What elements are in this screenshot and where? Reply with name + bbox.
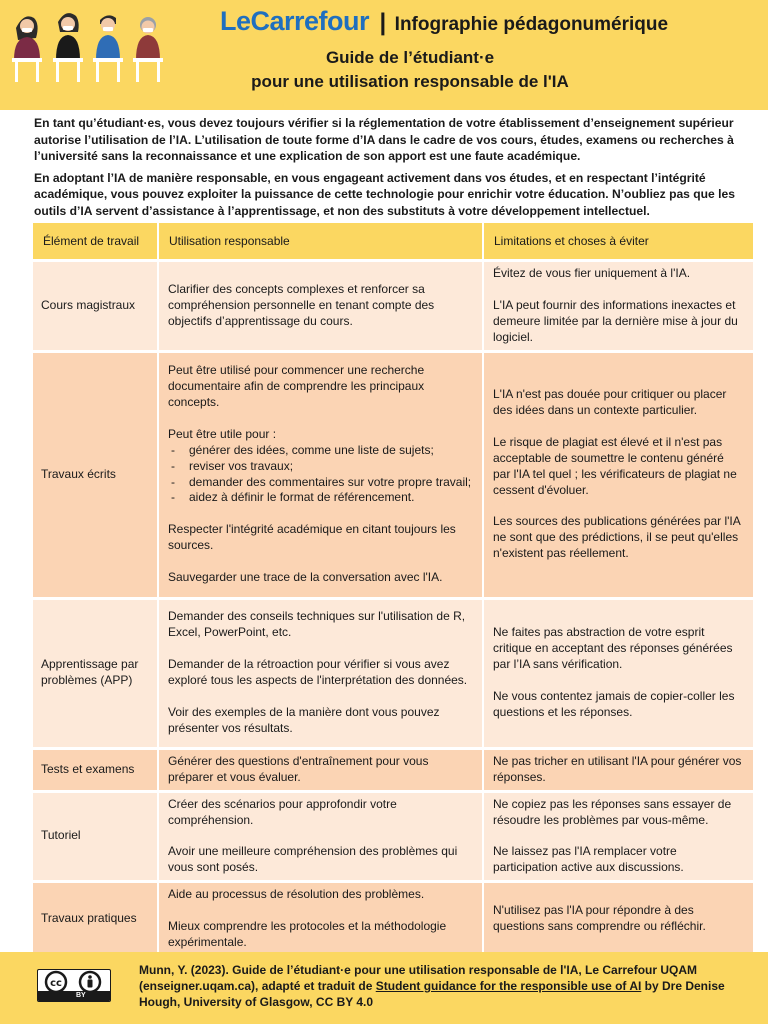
guidance-table-wrap bbox=[33, 223, 753, 955]
limit-text: Ne laissez pas l'IA remplacer votre participation active aux discussions. bbox=[493, 844, 684, 875]
brand-subtitle: Infographie pédagonumérique bbox=[394, 14, 669, 35]
use-bullet-list bbox=[168, 443, 473, 507]
limit-text: L'IA peut fournir des informations inexactes et demeure limitée par la dernière mise à jour du logiciel. bbox=[493, 297, 738, 344]
column-header-element: Élément de travail bbox=[33, 223, 159, 259]
table-header-row bbox=[33, 223, 753, 259]
citation-part-1: Munn, Y. (2023). Guide de l’étudiant·e pour une utilisation responsable de l'IA, Le Carrefour UQAM (enseigner.uqam.ca), adapté et traduit de bbox=[139, 963, 698, 994]
limit-text: Ne pas tricher en utilisant l'IA pour générer vos réponses. bbox=[493, 753, 742, 784]
title-line-1: Guide de l’étudiant·e bbox=[325, 48, 495, 67]
row-category: Tutoriel bbox=[33, 790, 159, 881]
limit-text: Les sources des publications générées par l'IA ne sont que des prédictions, il se peut qu'elles n'existent pas réellement. bbox=[493, 514, 741, 561]
column-header-limitations: Limitations et choses à éviter bbox=[484, 223, 753, 259]
row-category: Travaux pratiques bbox=[33, 880, 159, 955]
use-text: Créer des scénarios pour approfondir votre compréhension. bbox=[168, 796, 397, 827]
list-item: - aidez à définir le format de référencement. bbox=[168, 490, 473, 506]
table-row bbox=[33, 880, 753, 955]
limit-text: Ne vous contentez jamais de copier-coller les questions et les réponses. bbox=[493, 689, 735, 719]
brand-logo-le: Le bbox=[220, 6, 251, 36]
table-row bbox=[33, 597, 753, 747]
limit-text: Le risque de plagiat est élevé et il n'est pas acceptable de soumettre le contenu généré par l'IA tel quel ; les vérificateurs de plagiat ne cessent d'évoluer. bbox=[493, 434, 737, 497]
limit-text: N'utilisez pas l'IA pour répondre à des questions sans comprendre ou réfléchir. bbox=[493, 903, 706, 934]
intro-paragraph: En adoptant l’IA de manière responsable, en vous engageant activement dans vos études, et en respectant l’intégrité académique, vous pouvez exploiter la puissance de cette technologie pour enrichir votre éducation. N’oubliez pas que les outils d’IA servent d’assistance à l’apprentissage, et non des substituts à votre développement intellectuel. bbox=[34, 170, 735, 218]
row-category: Apprentissage par problèmes (APP) bbox=[33, 597, 159, 747]
responsible-use-cell bbox=[159, 790, 484, 881]
limitations-cell bbox=[484, 880, 753, 955]
responsible-use-cell bbox=[159, 350, 484, 597]
limit-text: Ne faites pas abstraction de votre esprit critique en acceptant des réponses générées par l’IA sans vérification. bbox=[493, 625, 733, 672]
use-text: Peut être utilisé pour commencer une recherche documentaire afin de comprendre les principaux concepts. bbox=[168, 363, 425, 409]
source-guidance-link[interactable]: Student guidance for the responsible use of AI bbox=[375, 979, 642, 994]
responsible-use-cell bbox=[159, 880, 484, 955]
limit-text: L'IA n'est pas douée pour critiquer ou placer des idées dans un contexte particulier. bbox=[493, 387, 727, 417]
use-text: Respecter l'intégrité académique en citant toujours les sources. bbox=[168, 522, 456, 553]
limitations-cell bbox=[484, 747, 753, 790]
row-category: Travaux écrits bbox=[33, 350, 159, 597]
table-row bbox=[33, 350, 753, 597]
limitations-cell bbox=[484, 350, 753, 597]
use-text: Mieux comprendre les protocoles et la méthodologie expérimentale. bbox=[168, 919, 447, 950]
limit-text: Ne copiez pas les réponses sans essayer de résoudre les problèmes par vous-même. bbox=[493, 796, 732, 827]
citation-text bbox=[139, 962, 739, 1011]
responsible-use-cell bbox=[159, 597, 484, 747]
intro-text bbox=[34, 115, 750, 224]
cc-by-label: BY bbox=[76, 992, 86, 999]
use-text: Avoir une meilleure compréhension des problèmes qui vous sont posés. bbox=[168, 844, 458, 875]
limitations-cell bbox=[484, 597, 753, 747]
responsible-use-cell bbox=[159, 747, 484, 790]
student-figure-icon bbox=[12, 16, 42, 82]
list-item: - générer des idées, comme une liste de sujets; bbox=[168, 443, 473, 459]
table-row bbox=[33, 747, 753, 790]
cc-by-license-badge[interactable] bbox=[37, 969, 111, 1002]
citation-part-2: by Dre Denise Hough, University of Glasgow, CC BY 4.0 bbox=[139, 979, 725, 1010]
use-text: Peut être utile pour : bbox=[168, 426, 277, 441]
use-text: Générer des questions d'entraînement pour vous préparer et vous évaluer. bbox=[168, 753, 429, 784]
use-text: Voir des exemples de la manière dont vous pouvez présenter vos résultats. bbox=[168, 705, 440, 735]
use-text: Sauvegarder une trace de la conversation avec l'IA. bbox=[168, 570, 443, 585]
limitations-cell bbox=[484, 259, 753, 350]
use-text: Aide au processus de résolution des problèmes. bbox=[168, 887, 425, 902]
title-line-2: pour une utilisation responsable de l'IA bbox=[251, 72, 569, 91]
use-text: Clarifier des concepts complexes et renforcer sa compréhension personnelle en tenant compte des objectifs d’apprentissage du cours. bbox=[168, 281, 435, 328]
student-figure-icon bbox=[93, 15, 123, 82]
responsible-use-cell bbox=[159, 259, 484, 350]
column-header-responsible-use: Utilisation responsable bbox=[159, 223, 484, 259]
cc-badge-footer bbox=[38, 991, 110, 1001]
student-figure-icon bbox=[53, 13, 83, 82]
header-banner bbox=[0, 0, 768, 110]
table-row bbox=[33, 790, 753, 881]
brand-separator: | bbox=[379, 9, 387, 36]
row-category: Cours magistraux bbox=[33, 259, 159, 350]
student-figure-icon bbox=[133, 17, 163, 82]
svg-text:cc: cc bbox=[50, 978, 62, 989]
table-row bbox=[33, 259, 753, 350]
brand-line bbox=[220, 6, 668, 37]
students-illustration bbox=[6, 8, 168, 84]
use-text: Demander de la rétroaction pour vérifier si vous avez exploré tous les aspects de l'interprétation des données. bbox=[168, 657, 468, 688]
limit-text: Évitez de vous fier uniquement à l'IA. bbox=[493, 266, 691, 280]
list-item: - demander des commentaires sur votre propre travail; bbox=[168, 475, 473, 491]
limitations-cell bbox=[484, 790, 753, 881]
brand-logo-carrefour: Carrefour bbox=[250, 6, 370, 36]
guidance-table bbox=[33, 223, 753, 955]
page-title bbox=[200, 46, 620, 94]
use-text: Demander des conseils techniques sur l'utilisation de R, Excel, PowerPoint, etc. bbox=[168, 609, 466, 640]
intro-paragraph: En tant qu’étudiant·es, vous devez toujours vérifier si la réglementation de votre établissement d’enseignement supérieur autorise l’utilisation de l’IA. L’utilisation de toute forme d’IA dans le cadre de vos cours, études, examens ou recherches à l’université sans la reconnaissance et une explication de son apport est une faute académique. bbox=[34, 116, 734, 163]
list-item: - reviser vos travaux; bbox=[168, 459, 473, 475]
row-category: Tests et examens bbox=[33, 747, 159, 790]
